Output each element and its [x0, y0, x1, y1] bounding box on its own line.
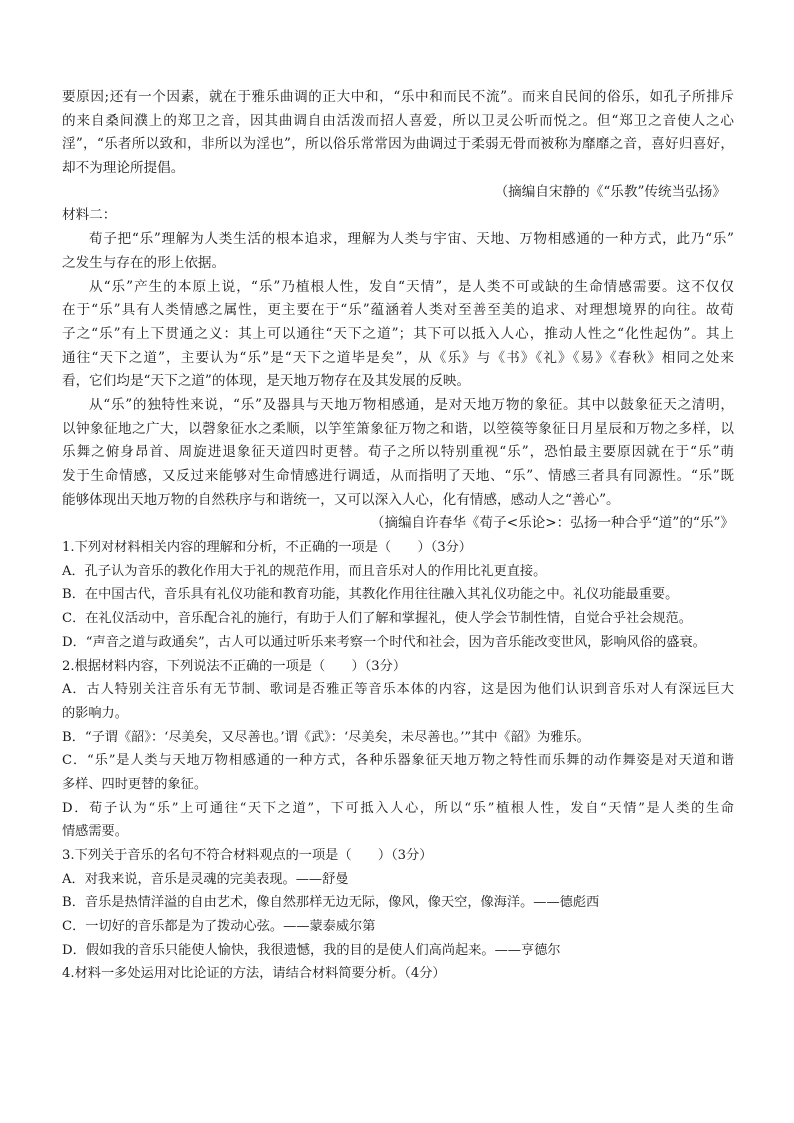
text-line: 之发生与存在的形上依据。 — [62, 254, 226, 271]
question-4 — [62, 962, 734, 986]
text-line: 乐舞之俯身昂首、周旋进退象征天道四时更替。荀子之所以特别重视“乐”，恐怕最主要原因就在于“乐”萌 — [62, 444, 734, 461]
material2-heading: 材料二： — [62, 207, 117, 224]
text-line: 子之“乐”有上下贯通之义：其上可以通往“天下之道”；其下可以抵入人心，推动人性之“化性起伪”。其上 — [62, 325, 734, 342]
option-c: C．“乐”是人类与天地万物相感通的一种方式，各种乐器象征天地万物之特性而乐舞的动作舞姿是对天道和谐 — [62, 753, 734, 769]
question-stem: 1.下列对材料相关内容的理解和分析，不正确的一项是（ ）（3分） — [62, 540, 472, 556]
text-line: 淫”，“乐者所以致和，非所以为淫也”，所以俗乐常常因为曲调过于柔弱无骨而被称为靡靡之音，喜好归喜好， — [62, 136, 734, 153]
text-line: 要原因;还有一个因素，就在于雅乐曲调的正大中和，“乐中和而民不流”。而来自民间的俗乐，如孔子所排斥 — [62, 89, 734, 105]
material2-paragraph-3 — [62, 394, 734, 512]
text-line: 看，它们均是“天下之道”的体现，是天地万物存在及其发展的反映。 — [62, 373, 471, 390]
option-c: C．一切好的音乐都是为了拨动心弦。——蒙泰威尔第 — [62, 919, 376, 935]
exam-page — [62, 86, 734, 986]
question-stem: 3.下列关于音乐的名句不符合材料观点的一项是（ ）（3分） — [62, 848, 433, 863]
text-line: 通往“天下之道”，主要认为“乐”是“天下之道毕是矣”，从《乐》与《书》《礼》《易》《春秋》相同之处来 — [62, 349, 734, 366]
option-c: C．在礼仪活动中，音乐配合礼的施行，有助于人们了解和掌握礼，使人学会节制性情，自觉合乎社会规范。 — [62, 611, 692, 627]
option-b: B．音乐是热情洋溢的自由艺术，像自然那样无边无际，像风，像天空，像海洋。——德彪西 — [62, 895, 600, 911]
material2-source: （摘编自许春华《荀子<乐论>：弘扬一种合乎“道”的“乐”》 — [370, 515, 734, 532]
option-d: D．“声音之道与政通矣”，古人可以通过听乐来考察一个时代和社会，因为音乐能改变世风，影响风俗的盛衰。 — [62, 634, 706, 650]
option-b: B．“子谓《韶》：‘尽美矣，又尽善也。’谓《武》：‘尽美矣，未尽善也。’”其中《韶》为雅乐。 — [62, 729, 590, 745]
material2-paragraph-2 — [62, 276, 734, 394]
question-stem: 2.根据材料内容，下列说法不正确的一项是（ ）（3分） — [62, 658, 407, 674]
option-d: D．荀子认为“乐”上可通往“天下之道”，下可抵入人心，所以“乐”植根人性，发自“天情”是人类的生命 — [62, 800, 734, 816]
question-2 — [62, 655, 734, 845]
text-line: 在于“乐”具有人类情感之属性，更主要在于“乐”蕴涵着人类对至善至美的追求、对理想境界的向往。故荀 — [62, 302, 734, 319]
option-a: A．古人特别关注音乐有无节制、歌词是否雅正等音乐本体的内容，这是因为他们认识到音乐对人有深远巨大 — [62, 682, 734, 698]
text-line: 从“乐”产生的本原上说，“乐”乃植根人性，发自“天情”，是人类不可或缺的生命情感需要。这不仅仅 — [89, 278, 734, 295]
text-line: 的来自桑间濮上的郑卫之音，因其曲调自由活泼而招人喜爱，所以卫灵公听而悦之。但“郑卫之音使人之心 — [62, 112, 734, 129]
option-a: A．对我来说，音乐是灵魂的完美表现。——舒曼 — [62, 871, 349, 887]
question-3 — [62, 844, 734, 962]
option-a: A．孔子认为音乐的教化作用大于礼的规范作用，而且音乐对人的作用比礼更直接。 — [62, 563, 547, 579]
option-d: D．假如我的音乐只能使人愉快，我很遗憾，我的目的是使人们高尚起来。——亨德尔 — [62, 942, 561, 958]
material2-paragraph-1 — [62, 228, 734, 275]
material1-paragraph — [62, 86, 734, 181]
option-d-continued: 情感需要。 — [62, 824, 128, 840]
text-line: 能够体现出天地万物的自然秩序与和谐统一，又可以深入人心，化有情感，感动人之“善心”。 — [62, 491, 620, 508]
option-b: B．在中国古代，音乐具有礼仪功能和教育功能，其教化作用往往融入其礼仪功能之中。礼仪功能最重要。 — [62, 587, 679, 603]
option-c-continued: 多样、四时更替的象征。 — [62, 776, 208, 792]
question-stem: 4.材料一多处运用对比论证的方法，请结合材料简要分析。（4分） — [62, 966, 446, 982]
text-line: 从“乐”的独特性来说，“乐”及器具与天地万物相感通，是对天地万物的象征。其中以鼓象征天之清明， — [89, 396, 734, 413]
text-line: 以钟象征地之广大，以磬象征水之柔顺，以竽笙箫象征万物之和谐，以箜篌等象征日月星辰和万物之多样，以 — [62, 420, 734, 437]
text-line: 荀子把“乐”理解为人类生活的根本追求，理解为人类与宇宙、天地、万物相感通的一种方式，此乃“乐” — [89, 231, 734, 248]
text-line: 发于生命情感，又反过来能够对生命情感进行调适，从而指明了天地、“乐”、情感三者具有同源性。“乐”既 — [62, 468, 734, 484]
option-a-continued: 的影响力。 — [62, 705, 128, 721]
text-line: 却不为理论所提倡。 — [62, 160, 185, 177]
question-1 — [62, 536, 734, 654]
material1-source: （摘编自宋静的《“乐教”传统当弘扬》 — [494, 183, 726, 200]
